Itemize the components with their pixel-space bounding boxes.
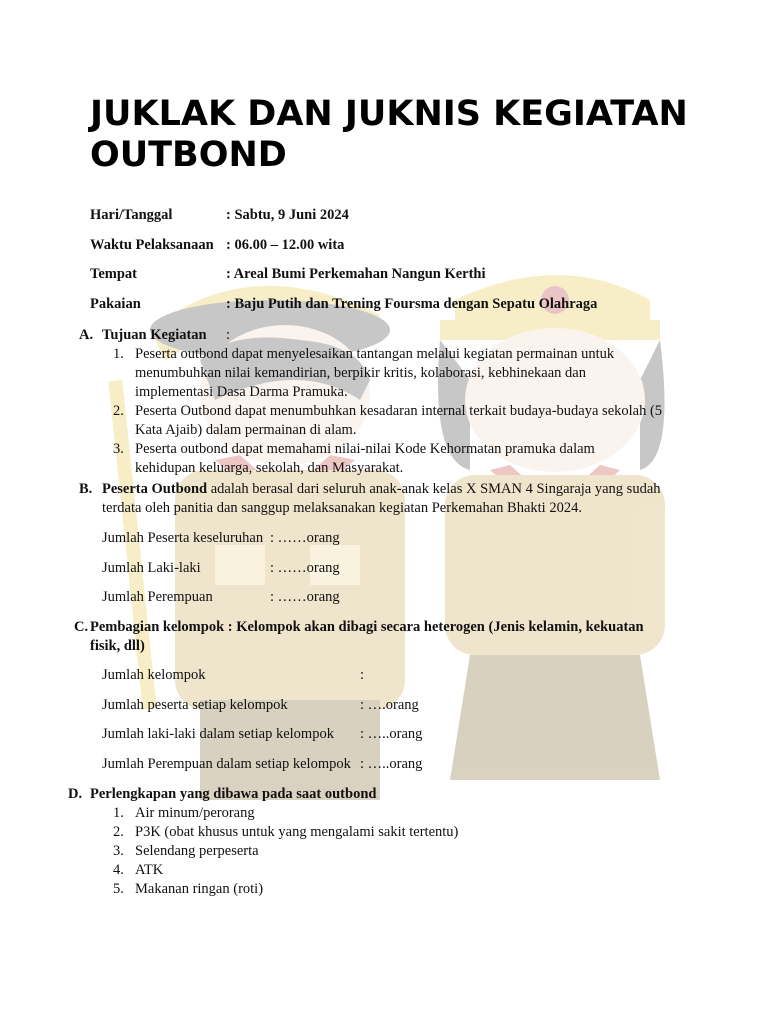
section-b-text: adalah berasal dari seluruh anak-anak kelas X SMAN 4 Singaraja yang sudah terdata oleh panitia dan sanggup melaksanakan kegiatan Perkemahan Bhakti 2024. [102, 481, 661, 516]
info-label-date: Hari/Tanggal [90, 207, 173, 223]
list-item: Peserta outbond dapat memahami nilai-nilai Kode Kehormatan pramuka dalam kehidupan keluarga, sekolah, dan Masyarakat. [135, 441, 595, 476]
table-row-label: Jumlah Perempuan [102, 589, 213, 605]
section-d-heading: Perlengkapan yang dibawa pada saat outbond [90, 786, 377, 802]
list-number: 2. [113, 824, 124, 840]
table-row-value: : ……orang [270, 560, 340, 576]
list-number: 4. [113, 862, 124, 878]
section-b-paragraph [102, 480, 672, 518]
list-item: Peserta Outbond dapat menumbuhkan kesadaran internal terkait budaya-budaya sekolah (5 Kata Ajaib) dalam permainan di alam. [135, 403, 663, 438]
list-item: Peserta outbond dapat menyelesaikan tantangan melalui kegiatan permainan untuk menumbuhkan nilai kemandirian, berpikir kritis, kolaborasi, kebhinekaan dan implementasi Dasa Darma Pramuka. [135, 346, 615, 400]
table-row-label: Jumlah peserta setiap kelompok [102, 697, 288, 713]
info-label-clothing: Pakaian [90, 296, 141, 312]
table-row-value: : ……orang [270, 530, 340, 546]
list-number: 3. [113, 441, 124, 457]
page-title: JUKLAK DAN JUKNIS KEGIATAN OUTBOND [90, 94, 688, 175]
list-number: 3. [113, 843, 124, 859]
info-value-clothing: : Baju Putih dan Trening Foursma dengan Sepatu Olahraga [226, 296, 598, 312]
table-row-label: Jumlah Laki-laki [102, 560, 201, 576]
section-a-heading: Tujuan Kegiatan [102, 327, 207, 343]
info-value-date: : Sabtu, 9 Juni 2024 [226, 207, 349, 223]
list-item: P3K (obat khusus untuk yang mengalami sakit tertentu) [135, 824, 459, 840]
section-b-heading: Peserta Outbond [102, 481, 208, 497]
section-c-letter: C. [74, 619, 89, 635]
table-row-value: : …..orang [360, 756, 423, 772]
table-row-value: : ……orang [270, 589, 340, 605]
list-number: 1. [113, 805, 124, 821]
section-a-colon: : [226, 327, 231, 343]
info-label-time: Waktu Pelaksanaan [90, 237, 214, 253]
info-value-place: : Areal Bumi Perkemahan Nangun Kerthi [226, 266, 486, 282]
section-a-letter: A. [79, 327, 94, 343]
table-row-value: : ….orang [360, 697, 419, 713]
info-label-place: Tempat [90, 266, 137, 282]
table-row-value: : …..orang [360, 726, 423, 742]
section-b-letter: B. [79, 481, 93, 497]
section-d-letter: D. [68, 786, 83, 802]
list-number: 1. [113, 346, 124, 362]
table-row-label: Jumlah laki-laki dalam setiap kelompok [102, 726, 334, 742]
list-item: Makanan ringan (roti) [135, 881, 264, 897]
table-row-value: : [360, 667, 365, 683]
list-number: 2. [113, 403, 124, 419]
section-c-heading: Pembagian kelompok : Kelompok akan dibagi secara heterogen (Jenis kelamin, kekuatan fisik, dll) [90, 619, 644, 654]
list-item: Air minum/perorang [135, 805, 255, 821]
table-row-label: Jumlah Perempuan dalam setiap kelompok [102, 756, 351, 772]
list-item: ATK [135, 862, 164, 878]
table-row-label: Jumlah Peserta keseluruhan [102, 530, 264, 546]
table-row-label: Jumlah kelompok [102, 667, 206, 683]
list-item: Selendang perpeserta [135, 843, 259, 859]
list-number: 5. [113, 881, 124, 897]
info-value-time: : 06.00 – 12.00 wita [226, 237, 345, 253]
